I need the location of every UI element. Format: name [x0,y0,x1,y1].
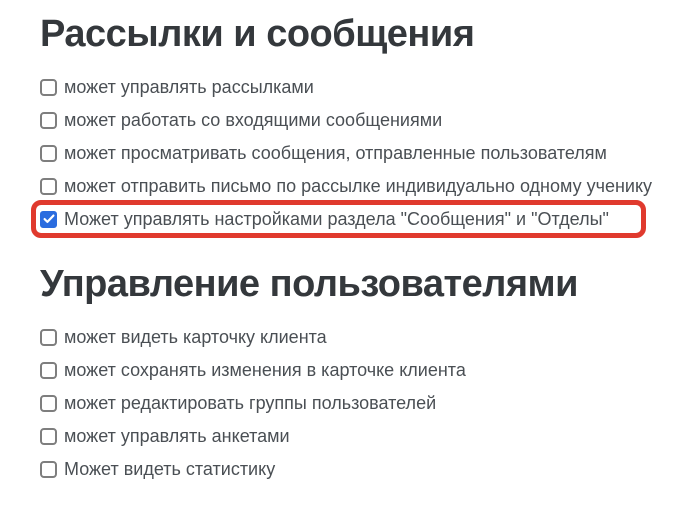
permission-row[interactable] [40,460,651,478]
checkbox-unchecked[interactable] [40,79,57,96]
checkbox-label: может редактировать группы пользователей [64,393,437,413]
checkbox-unchecked[interactable] [40,178,57,195]
checkbox-label: может отправить письмо по рассылке индивидуально одному ученику [64,176,653,196]
checkbox-label: Может видеть статистику [64,459,276,479]
checkbox-label: Может управлять настройками раздела "Сообщения" и "Отделы" [64,209,609,229]
section-title-mailings: Рассылки и сообщения [40,13,475,55]
permission-row[interactable] [40,177,651,195]
permission-row[interactable] [40,328,651,346]
highlight-ring [31,200,646,238]
permission-row-highlighted[interactable] [40,210,631,228]
checkbox-checked[interactable] [40,211,57,228]
checkbox-unchecked[interactable] [40,145,57,162]
checkbox-label: может управлять анкетами [64,426,290,446]
checkbox-unchecked[interactable] [40,461,57,478]
checkbox-unchecked[interactable] [40,112,57,129]
checkbox-label: может видеть карточку клиента [64,327,327,347]
checkbox-unchecked[interactable] [40,395,57,412]
permission-row[interactable] [40,144,651,162]
checkbox-label: может работать со входящими сообщениями [64,110,443,130]
checkbox-label: может сохранять изменения в карточке клиента [64,360,466,380]
permission-row[interactable] [40,78,651,96]
permission-row[interactable] [40,394,651,412]
permission-row[interactable] [40,427,651,445]
checkbox-unchecked[interactable] [40,329,57,346]
checkbox-label: может просматривать сообщения, отправленные пользователям [64,143,607,163]
section-title-user-management: Управление пользователями [40,263,579,305]
checkmark-icon [43,214,55,224]
checkbox-label: может управлять рассылками [64,77,314,97]
permission-row[interactable] [40,361,651,379]
checkbox-unchecked[interactable] [40,362,57,379]
checkbox-unchecked[interactable] [40,428,57,445]
permission-row[interactable] [40,111,651,129]
